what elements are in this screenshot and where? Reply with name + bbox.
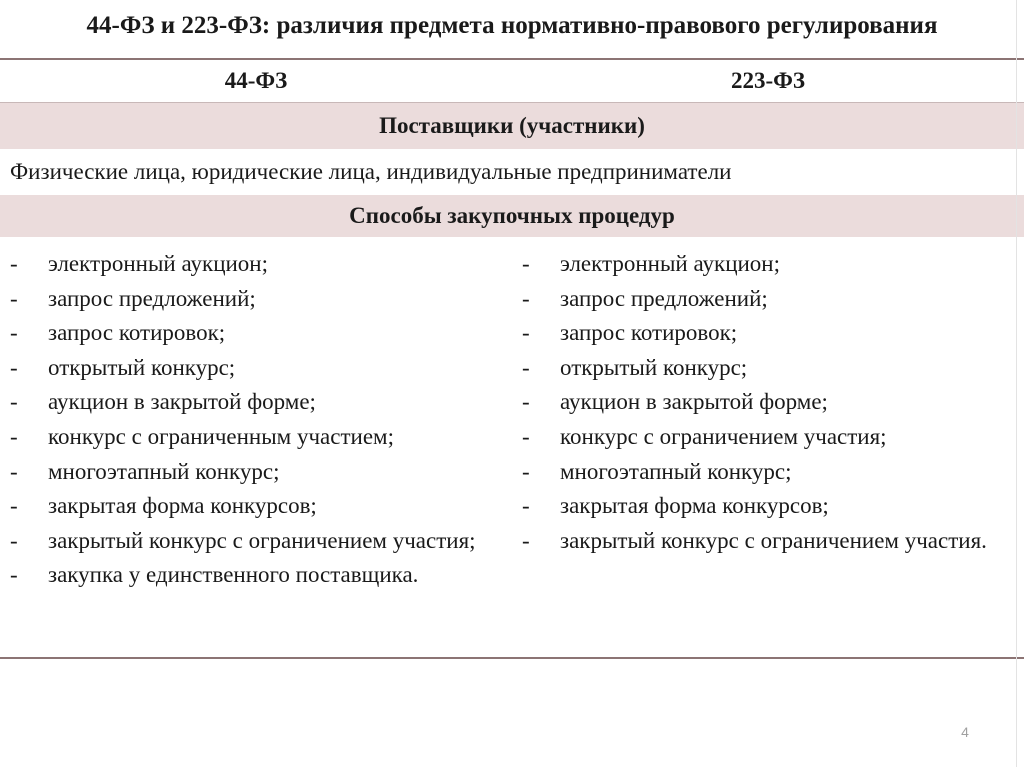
bullet-dash: - — [522, 389, 530, 415]
bullet-dash: - — [522, 251, 530, 276]
list-item — [522, 351, 992, 386]
bullet-dash: - — [10, 285, 18, 311]
section-header-suppliers: Поставщики (участники) — [0, 103, 1024, 149]
list-item-text: конкурс с ограниченным участием; — [48, 423, 394, 449]
list-item-text: аукцион в закрытой форме; — [48, 389, 316, 415]
list-item-text: запрос предложений; — [48, 285, 256, 311]
section-header-methods: Способы закупочных процедур — [0, 195, 1024, 237]
column-header-44fz: 44-ФЗ — [224, 68, 288, 93]
list-item — [522, 282, 992, 317]
methods-list-44fz — [10, 247, 480, 593]
list-item — [522, 455, 992, 490]
list-item — [10, 316, 480, 351]
table-bottom-divider — [0, 657, 1024, 659]
list-item-text: запрос предложений; — [560, 285, 768, 311]
column-header-223fz: 223-ФЗ — [730, 68, 806, 93]
list-item — [10, 385, 480, 420]
list-item-text: закрытая форма конкурсов; — [560, 493, 829, 519]
bullet-dash: - — [522, 527, 530, 553]
list-item-text: запрос котировок; — [560, 320, 738, 346]
list-item — [10, 282, 480, 317]
page-number: 4 — [961, 724, 969, 740]
bullet-dash: - — [522, 320, 530, 346]
bullet-dash: - — [522, 285, 530, 311]
list-item-text: конкурс с ограничением участия; — [560, 423, 887, 449]
bullet-dash: - — [10, 527, 18, 553]
bullet-dash: - — [10, 493, 18, 519]
list-item-text: закрытый конкурс с ограничением участия; — [48, 527, 476, 553]
bullet-dash: - — [522, 423, 530, 449]
bullet-dash: - — [522, 493, 530, 519]
methods-list-223fz — [522, 247, 992, 558]
bullet-dash: - — [10, 389, 18, 415]
list-item-text: закрытый конкурс с ограничением участия. — [560, 527, 987, 553]
list-item — [10, 420, 480, 455]
list-item-text: закупка у единственного поставщика. — [48, 562, 419, 588]
bullet-dash: - — [10, 354, 18, 380]
list-item — [10, 247, 480, 282]
list-item — [10, 455, 480, 490]
list-item-text: открытый конкурс; — [560, 354, 748, 380]
list-item — [522, 524, 992, 559]
list-item — [10, 351, 480, 386]
bullet-dash: - — [10, 320, 18, 346]
list-item-text: многоэтапный конкурс; — [560, 458, 792, 484]
suppliers-text: Физические лица, юридические лица, индивидуальные предприниматели — [10, 159, 732, 184]
bullet-dash: - — [10, 251, 18, 276]
bullet-dash: - — [10, 458, 18, 484]
list-item-text: многоэтапный конкурс; — [48, 458, 280, 484]
list-item — [522, 316, 992, 351]
list-item — [522, 489, 992, 524]
list-item-text: аукцион в закрытой форме; — [560, 389, 828, 415]
bullet-dash: - — [522, 458, 530, 484]
list-item-text: электронный аукцион; — [48, 251, 269, 276]
suppliers-row — [0, 149, 1024, 195]
table-header-row — [0, 60, 1024, 102]
list-item-text: запрос котировок; — [48, 320, 226, 346]
list-item — [522, 385, 992, 420]
list-item — [522, 420, 992, 455]
list-item — [10, 524, 480, 559]
slide-edge — [1016, 0, 1017, 767]
list-item-text: электронный аукцион; — [560, 251, 781, 276]
list-item-text: закрытая форма конкурсов; — [48, 493, 317, 519]
list-item — [10, 558, 480, 593]
list-item — [10, 489, 480, 524]
bullet-dash: - — [10, 423, 18, 449]
bullet-dash: - — [522, 354, 530, 380]
list-item-text: открытый конкурс; — [48, 354, 236, 380]
list-item — [522, 247, 992, 282]
slide-title: 44-ФЗ и 223-ФЗ: различия предмета нормативно-правового регулирования — [86, 12, 938, 39]
bullet-dash: - — [10, 562, 18, 588]
